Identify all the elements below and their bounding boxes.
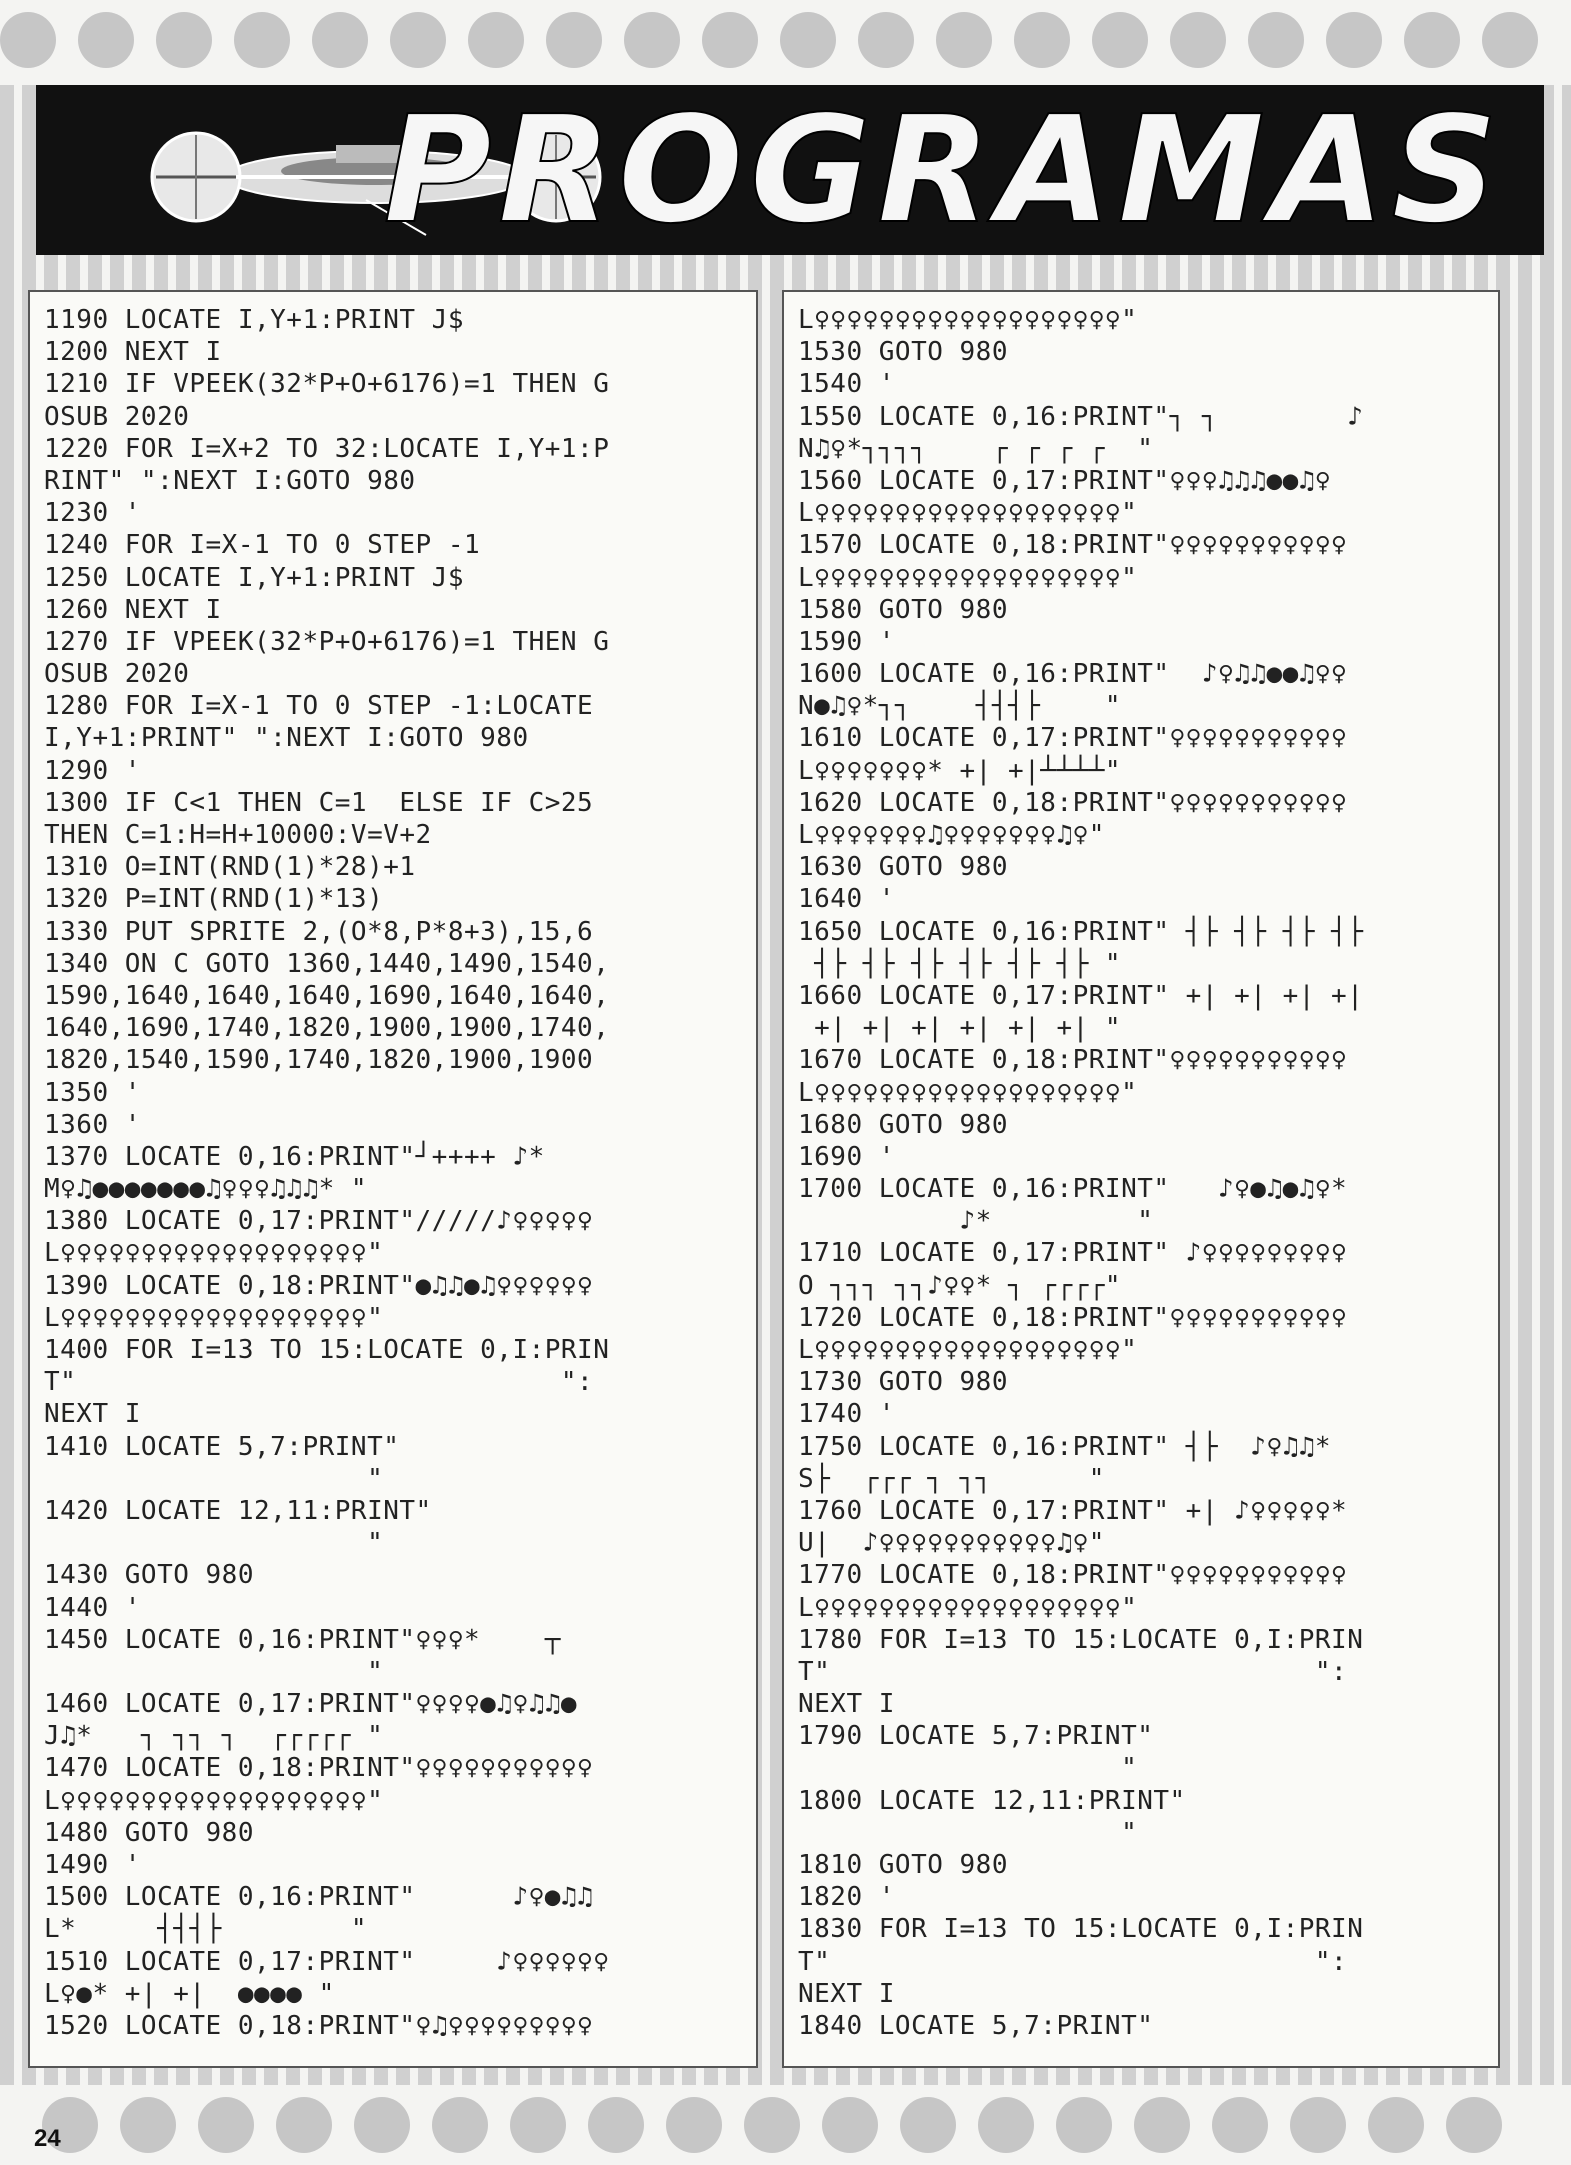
code-line: L♀●* +| +| ●●●● " (44, 1978, 335, 2009)
code-line: " (798, 1753, 1138, 1784)
code-line: 1620 LOCATE 0,18:PRINT"♀♀♀♀♀♀♀♀♀♀♀ (798, 787, 1348, 818)
code-line: 1200 NEXT I (44, 337, 222, 368)
code-line: " (44, 1463, 384, 1494)
code-line: 1320 P=INT(RND(1)*13) (44, 884, 384, 915)
code-line: L♀♀♀♀♀♀♀♀♀♀♀♀♀♀♀♀♀♀♀" (44, 1238, 384, 1269)
code-line: 1820 ' (798, 1882, 895, 1913)
code-column-left (28, 290, 758, 2068)
code-line: 1530 GOTO 980 (798, 337, 1008, 368)
code-line: 1330 PUT SPRITE 2,(O*8,P*8+3),15,6 (44, 916, 594, 947)
code-line: 1500 LOCATE 0,16:PRINT" ♪♀●♫♫ (44, 1882, 594, 1913)
code-line: 1760 LOCATE 0,17:PRINT" +| ♪♀♀♀♀♀* (798, 1495, 1348, 1526)
code-line: N♫♀*┐┐┐┐ ┌ ┌ ┌ ┌ " (798, 433, 1154, 464)
code-line: 1260 NEXT I (44, 594, 222, 625)
code-line: U| ♪♀♀♀♀♀♀♀♀♀♀♀♫♀" (798, 1528, 1105, 1559)
top-dot-border (0, 0, 1571, 80)
code-line: 1830 FOR I=13 TO 15:LOCATE 0,I:PRIN (798, 1914, 1364, 1945)
code-line: 1750 LOCATE 0,16:PRINT" ┤├ ♪♀♫♫* (798, 1431, 1332, 1462)
code-line: 1580 GOTO 980 (798, 594, 1008, 625)
code-line: 1250 LOCATE I,Y+1:PRINT J$ (44, 562, 464, 593)
code-line: 1400 FOR I=13 TO 15:LOCATE 0,I:PRIN (44, 1335, 610, 1365)
code-line: RINT" ":NEXT I:GOTO 980 (44, 465, 416, 496)
code-line: 1450 LOCATE 0,16:PRINT"♀♀♀* ┬ (44, 1624, 561, 1655)
code-line: L♀♀♀♀♀♀♀♀♀♀♀♀♀♀♀♀♀♀♀" (798, 498, 1138, 529)
code-line: 1710 LOCATE 0,17:PRINT" ♪♀♀♀♀♀♀♀♀♀ (798, 1238, 1348, 1269)
code-line: 1630 GOTO 980 (798, 852, 1008, 883)
code-line: L♀♀♀♀♀♀♀♀♀♀♀♀♀♀♀♀♀♀♀" (798, 1077, 1138, 1108)
code-line: " (44, 1656, 384, 1687)
code-line: 1240 FOR I=X-1 TO 0 STEP -1 (44, 530, 481, 561)
code-line: N●♫♀*┐┐ ┤┤┤├ " (798, 691, 1122, 722)
code-line: NEXT I (44, 1399, 141, 1430)
code-line: 1640,1690,1740,1820,1900,1900,1740, (44, 1013, 610, 1044)
code-line: 1510 LOCATE 0,17:PRINT" ♪♀♀♀♀♀♀ (44, 1946, 610, 1977)
code-line: THEN C=1:H=H+10000:V=V+2 (44, 820, 432, 850)
code-line: 1540 ' (798, 369, 895, 400)
code-line: 1430 GOTO 980 (44, 1560, 254, 1591)
code-line: 1770 LOCATE 0,18:PRINT"♀♀♀♀♀♀♀♀♀♀♀ (798, 1560, 1348, 1591)
code-line: 1370 LOCATE 0,16:PRINT"┘++++ ♪* (44, 1141, 545, 1172)
code-line: 1590 ' (798, 626, 895, 657)
code-line: 1600 LOCATE 0,16:PRINT" ♪♀♫♫●●♫♀♀ (798, 659, 1348, 690)
code-line: J♫* ┐ ┐┐ ┐ ┌┌┌┌┌ " (44, 1721, 384, 1752)
code-line: 1480 GOTO 980 (44, 1817, 254, 1848)
code-line: L♀♀♀♀♀♀♀♀♀♀♀♀♀♀♀♀♀♀♀" (44, 1302, 384, 1333)
code-line: OSUB 2020 (44, 659, 190, 690)
code-column-right (782, 290, 1500, 2068)
code-line: 1820,1540,1590,1740,1820,1900,1900 (44, 1045, 594, 1076)
bottom-dot-border (0, 2085, 1571, 2165)
code-line: L♀♀♀♀♀♀♀♀♀♀♀♀♀♀♀♀♀♀♀" (44, 1785, 384, 1816)
code-line: 1740 ' (798, 1399, 895, 1430)
code-line: L* ┤┤┤├ " (44, 1914, 368, 1945)
code-line: 1410 LOCATE 5,7:PRINT" (44, 1431, 400, 1462)
code-line: 1420 LOCATE 12,11:PRINT" (44, 1495, 432, 1526)
code-line: I,Y+1:PRINT" ":NEXT I:GOTO 980 (44, 723, 529, 754)
code-line: +| +| +| +| +| +| " (798, 1013, 1122, 1044)
code-line: 1230 ' (44, 498, 141, 529)
code-line: 1680 GOTO 980 (798, 1109, 1008, 1140)
code-line: 1790 LOCATE 5,7:PRINT" (798, 1721, 1154, 1752)
code-line: 1490 ' (44, 1850, 141, 1880)
code-line: 1660 LOCATE 0,17:PRINT" +| +| +| +| (798, 980, 1364, 1011)
code-line: " (798, 1817, 1138, 1848)
code-line: 1840 LOCATE 5,7:PRINT" (798, 2010, 1154, 2041)
code-line: 1440 ' (44, 1592, 141, 1623)
code-line: 1210 IF VPEEK(32*P+O+6176)=1 THEN G (44, 369, 610, 400)
code-line: 1650 LOCATE 0,16:PRINT" ┤├ ┤├ ┤├ ┤├ (798, 916, 1364, 947)
code-line: 1190 LOCATE I,Y+1:PRINT J$ (44, 305, 464, 335)
code-line: 1290 ' (44, 755, 141, 786)
code-line: L♀♀♀♀♀♀♀♀♀♀♀♀♀♀♀♀♀♀♀" (798, 1335, 1138, 1365)
code-line: L♀♀♀♀♀♀♀♀♀♀♀♀♀♀♀♀♀♀♀" (798, 1592, 1138, 1623)
code-line: T" ": (44, 1367, 594, 1398)
code-line: 1470 LOCATE 0,18:PRINT"♀♀♀♀♀♀♀♀♀♀♀ (44, 1753, 594, 1784)
code-line: 1520 LOCATE 0,18:PRINT"♀♫♀♀♀♀♀♀♀♀♀ (44, 2010, 594, 2041)
code-line: 1360 ' (44, 1109, 141, 1140)
code-line: " (44, 1528, 384, 1559)
code-line: OSUB 2020 (44, 401, 190, 432)
code-line: L♀♀♀♀♀♀♀♫♀♀♀♀♀♀♀♫♀" (798, 820, 1105, 850)
code-line: 1340 ON C GOTO 1360,1440,1490,1540, (44, 948, 610, 979)
code-line: 1280 FOR I=X-1 TO 0 STEP -1:LOCATE (44, 691, 594, 722)
code-line: 1730 GOTO 980 (798, 1367, 1008, 1398)
code-line: 1810 GOTO 980 (798, 1850, 1008, 1880)
code-line: 1670 LOCATE 0,18:PRINT"♀♀♀♀♀♀♀♀♀♀♀ (798, 1045, 1348, 1076)
code-line: NEXT I (798, 1978, 895, 2009)
code-line: 1550 LOCATE 0,16:PRINT"┐ ┐ ♪ (798, 401, 1364, 432)
code-line: ┤├ ┤├ ┤├ ┤├ ┤├ ┤├ " (798, 948, 1122, 979)
code-line: 1780 FOR I=13 TO 15:LOCATE 0,I:PRIN (798, 1624, 1364, 1655)
code-line: 1270 IF VPEEK(32*P+O+6176)=1 THEN G (44, 626, 610, 657)
page-title: PROGRAMAS (383, 85, 1504, 255)
code-line: 1380 LOCATE 0,17:PRINT"/////♪♀♀♀♀♀ (44, 1206, 594, 1237)
code-line: 1300 IF C<1 THEN C=1 ELSE IF C>25 (44, 787, 594, 818)
code-line: 1610 LOCATE 0,17:PRINT"♀♀♀♀♀♀♀♀♀♀♀ (798, 723, 1348, 754)
code-line: NEXT I (798, 1689, 895, 1720)
code-line: T" ": (798, 1946, 1348, 1977)
code-line: 1350 ' (44, 1077, 141, 1108)
header-banner (36, 85, 1544, 255)
code-line: L♀♀♀♀♀♀♀♀♀♀♀♀♀♀♀♀♀♀♀" (798, 305, 1138, 335)
page-number: 24 (34, 2125, 61, 2152)
code-line: 1690 ' (798, 1141, 895, 1172)
code-line: 1800 LOCATE 12,11:PRINT" (798, 1785, 1186, 1816)
code-line: M♀♫●●●●●●●♫♀♀♀♫♫♫* " (44, 1174, 368, 1205)
code-line: 1720 LOCATE 0,18:PRINT"♀♀♀♀♀♀♀♀♀♀♀ (798, 1302, 1348, 1333)
code-line: 1570 LOCATE 0,18:PRINT"♀♀♀♀♀♀♀♀♀♀♀ (798, 530, 1348, 561)
code-line: O ┐┐┐ ┐┐♪♀♀* ┐ ┌┌┌┌" (798, 1270, 1122, 1301)
code-line: 1220 FOR I=X+2 TO 32:LOCATE I,Y+1:P (44, 433, 610, 464)
code-line: 1460 LOCATE 0,17:PRINT"♀♀♀♀●♫♀♫♫● (44, 1689, 578, 1720)
code-line: 1640 ' (798, 884, 895, 915)
code-line: S├ ┌┌┌ ┐ ┐┐ " (798, 1463, 1105, 1494)
code-line: 1310 O=INT(RND(1)*28)+1 (44, 852, 416, 883)
code-line: 1390 LOCATE 0,18:PRINT"●♫♫●♫♀♀♀♀♀♀ (44, 1270, 594, 1301)
code-line: T" ": (798, 1656, 1348, 1687)
code-line: 1590,1640,1640,1640,1690,1640,1640, (44, 980, 610, 1011)
code-line: L♀♀♀♀♀♀♀* +| +|┴┴┴┴" (798, 755, 1122, 786)
code-line: L♀♀♀♀♀♀♀♀♀♀♀♀♀♀♀♀♀♀♀" (798, 562, 1138, 593)
code-line: 1700 LOCATE 0,16:PRINT" ♪♀●♫●♫♀* (798, 1174, 1348, 1205)
code-line: 1560 LOCATE 0,17:PRINT"♀♀♀♫♫♫●●♫♀ (798, 465, 1332, 496)
code-line: ♪* " (798, 1206, 1154, 1237)
